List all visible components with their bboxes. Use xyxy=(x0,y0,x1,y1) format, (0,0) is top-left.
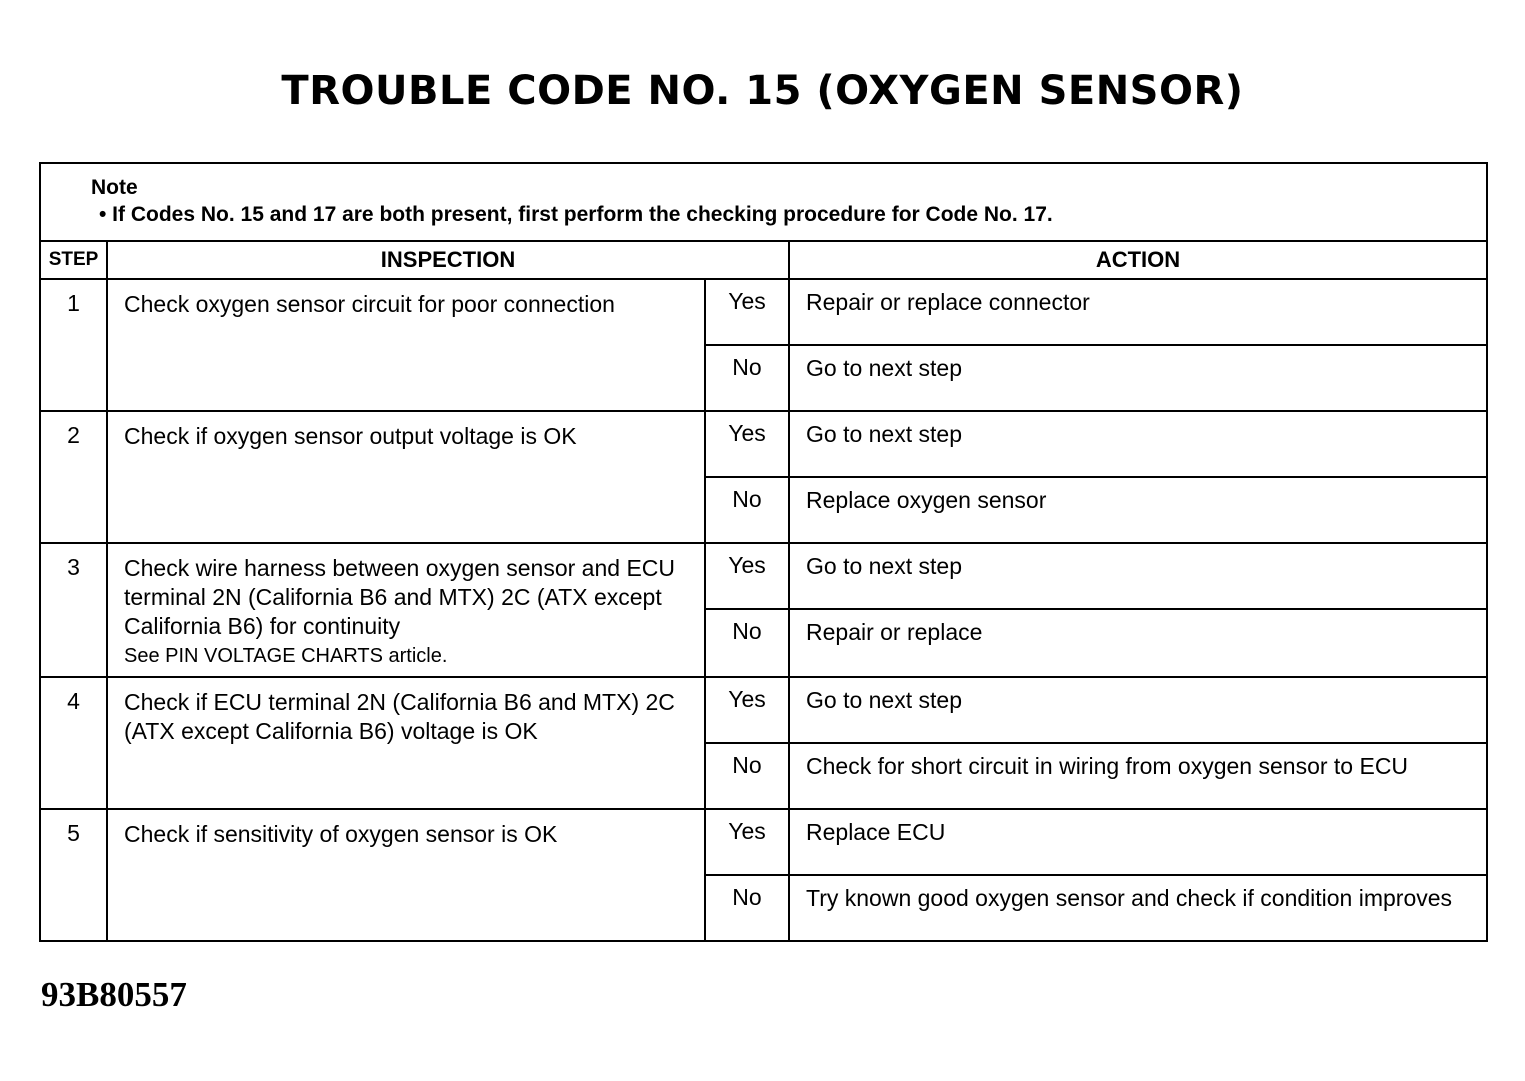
note-heading: Note xyxy=(91,176,138,199)
trouble-code-table xyxy=(39,162,1488,942)
step-number: 3 xyxy=(40,543,107,677)
inspection-subnote: See PIN VOLTAGE CHARTS article. xyxy=(124,645,448,667)
table-row xyxy=(40,279,1487,345)
no-action: Replace oxygen sensor xyxy=(789,477,1487,543)
page-title: TROUBLE CODE NO. 15 (OXYGEN SENSOR) xyxy=(281,68,1244,114)
no-label: No xyxy=(705,609,789,677)
no-label: No xyxy=(705,875,789,941)
yes-action: Go to next step xyxy=(789,411,1487,477)
inspection-cell xyxy=(107,279,705,411)
note-box xyxy=(40,163,1487,241)
inspection-cell xyxy=(107,411,705,543)
step-number: 5 xyxy=(40,809,107,941)
step-number: 2 xyxy=(40,411,107,543)
yes-action: Replace ECU xyxy=(789,809,1487,875)
header-action: ACTION xyxy=(789,241,1487,279)
yes-label: Yes xyxy=(705,677,789,743)
yes-label: Yes xyxy=(705,411,789,477)
no-action: Check for short circuit in wiring from oxygen sensor to ECU xyxy=(789,743,1487,809)
yes-label: Yes xyxy=(705,543,789,609)
inspection-text: Check if ECU terminal 2N (California B6 and MTX) 2C (ATX except California B6) voltage is OK xyxy=(124,689,675,744)
inspection-text: Check if sensitivity of oxygen sensor is OK xyxy=(124,821,558,847)
table-row xyxy=(40,677,1487,743)
header-step: STEP xyxy=(40,241,107,279)
step-number: 4 xyxy=(40,677,107,809)
table-row xyxy=(40,411,1487,477)
step-number: 1 xyxy=(40,279,107,411)
figure-code: 93B80557 xyxy=(41,975,187,1014)
note-bullet: • If Codes No. 15 and 17 are both present, first perform the checking procedure for Code No. 17. xyxy=(99,203,1053,226)
no-action: Try known good oxygen sensor and check if condition improves xyxy=(789,875,1487,941)
table-row xyxy=(40,809,1487,875)
no-label: No xyxy=(705,345,789,411)
inspection-cell xyxy=(107,677,705,809)
inspection-cell xyxy=(107,809,705,941)
yes-label: Yes xyxy=(705,279,789,345)
no-action: Go to next step xyxy=(789,345,1487,411)
inspection-text: Check wire harness between oxygen sensor and ECU terminal 2N (California B6 and MTX) 2C (ATX except California B6) for continuity xyxy=(124,555,676,639)
no-label: No xyxy=(705,743,789,809)
yes-action: Go to next step xyxy=(789,543,1487,609)
no-label: No xyxy=(705,477,789,543)
inspection-cell xyxy=(107,543,705,677)
yes-action: Repair or replace connector xyxy=(789,279,1487,345)
no-action: Repair or replace xyxy=(789,609,1487,677)
table-header-row xyxy=(40,241,1487,279)
yes-label: Yes xyxy=(705,809,789,875)
yes-action: Go to next step xyxy=(789,677,1487,743)
inspection-text: Check oxygen sensor circuit for poor connection xyxy=(124,291,615,317)
table-row xyxy=(40,543,1487,609)
inspection-text: Check if oxygen sensor output voltage is OK xyxy=(124,423,577,449)
header-inspection: INSPECTION xyxy=(107,241,789,279)
